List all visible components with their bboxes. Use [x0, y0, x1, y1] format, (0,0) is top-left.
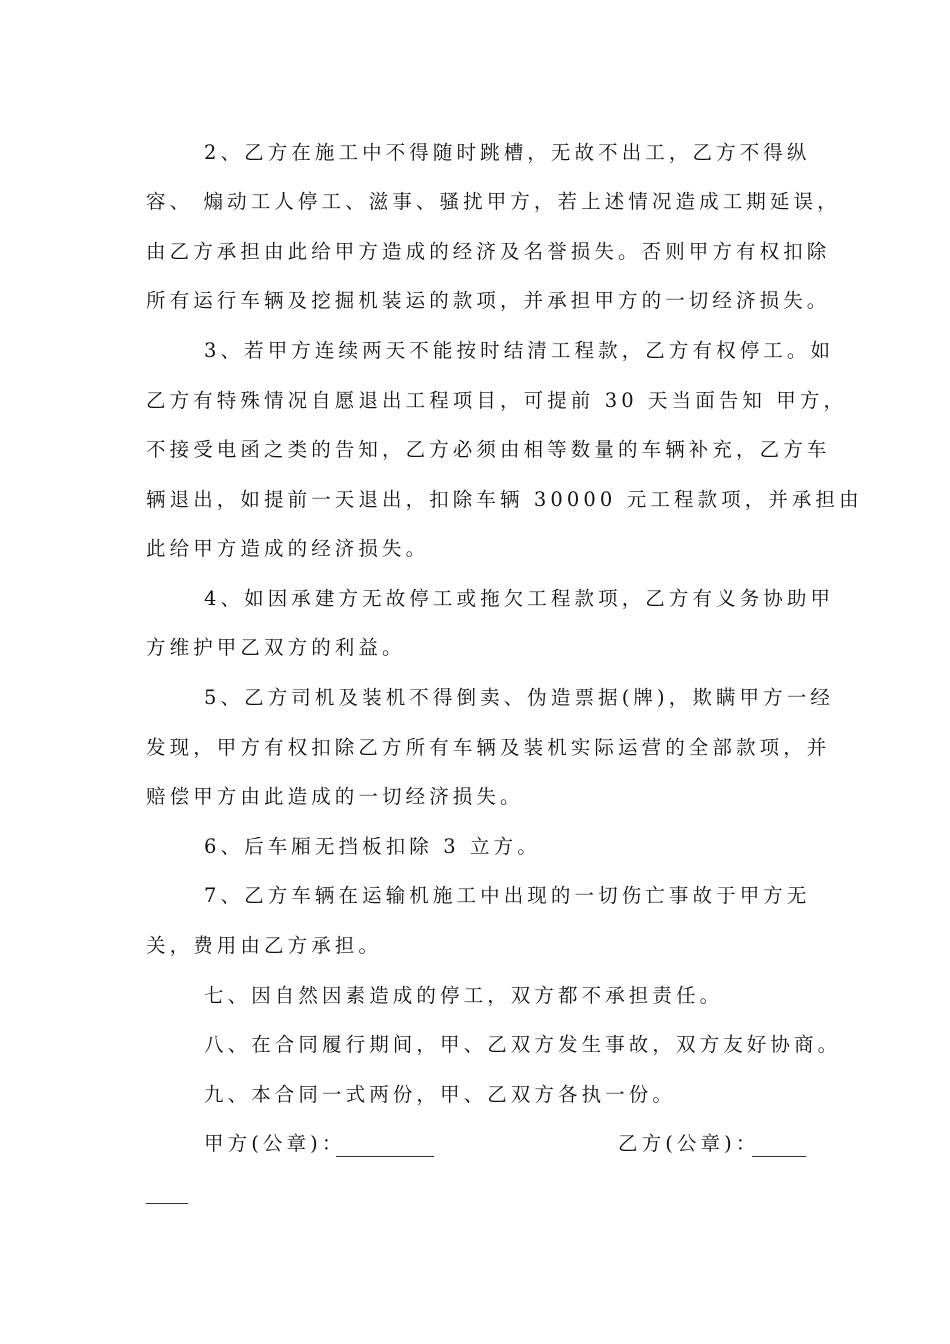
clause-2-line-1: 2、乙方在施工中不得随时跳槽，无故不出工，乙方不得纵: [204, 141, 811, 164]
clause-6-line: 6、后车厢无挡板扣除 3 立方。: [204, 835, 541, 858]
article-9-line: 九、本合同一式两份，甲、乙双方各执一份。: [204, 1083, 677, 1106]
article-8-line: 八、在合同履行期间，甲、乙双方发生事故，双方友好协商。: [204, 1033, 842, 1056]
clause-3-line-3: 不接受电函之类的告知，乙方必须由相等数量的车辆补充，乙方车: [146, 438, 831, 461]
article-7-line: 七、因自然因素造成的停工，双方都不承担责任。: [204, 984, 724, 1007]
clause-3-line-5: 此给甲方造成的经济损失。: [146, 537, 430, 560]
clause-7-line-2: 关，费用由乙方承担。: [146, 934, 383, 957]
party-a-seal-label: 甲方(公章)：: [204, 1132, 346, 1155]
clause-4-line-2: 方维护甲乙双方的利益。: [146, 636, 406, 659]
clause-2-line-4: 所有运行车辆及挖掘机装运的款项，并承担甲方的一切经济损失。: [146, 289, 831, 312]
party-a-signature-blank: [336, 1156, 434, 1157]
clause-5-line-3: 赔偿甲方由此造成的一切经济损失。: [146, 785, 524, 808]
clause-7-line-1: 7、乙方车辆在运输机施工中出现的一切伤亡事故于甲方无: [204, 884, 811, 907]
clause-3-line-4: 辆退出，如提前一天退出，扣除车辆 30000 元工程款项，并承担由: [146, 488, 863, 511]
clause-4-line-1: 4、如因承建方无故停工或拖欠工程款项，乙方有义务协助甲: [204, 587, 835, 610]
clause-5-line-1: 5、乙方司机及装机不得倒卖、伪造票据(牌)，欺瞒甲方一经: [204, 686, 834, 709]
clause-2-line-2: 容、 煽动工人停工、滋事、骚扰甲方，若上述情况造成工期延误，: [146, 190, 841, 213]
clause-3-line-1: 3、若甲方连续两天不能按时结清工程款，乙方有权停工。如: [204, 339, 835, 362]
clause-5-line-2: 发现，甲方有权扣除乙方所有车辆及装机实际运营的全部款项，并: [146, 736, 831, 759]
clause-2-line-3: 由乙方承担由此给甲方造成的经济及名誉损失。否则甲方有权扣除: [146, 240, 831, 263]
clause-3-line-2: 乙方有特殊情况自愿退出工程项目，可提前 30 天当面告知 甲方，: [146, 389, 848, 412]
party-b-seal-label: 乙方(公章)：: [618, 1132, 760, 1155]
party-b-signature-blank: [752, 1156, 806, 1157]
party-b-signature-blank-continued: [146, 1203, 188, 1204]
